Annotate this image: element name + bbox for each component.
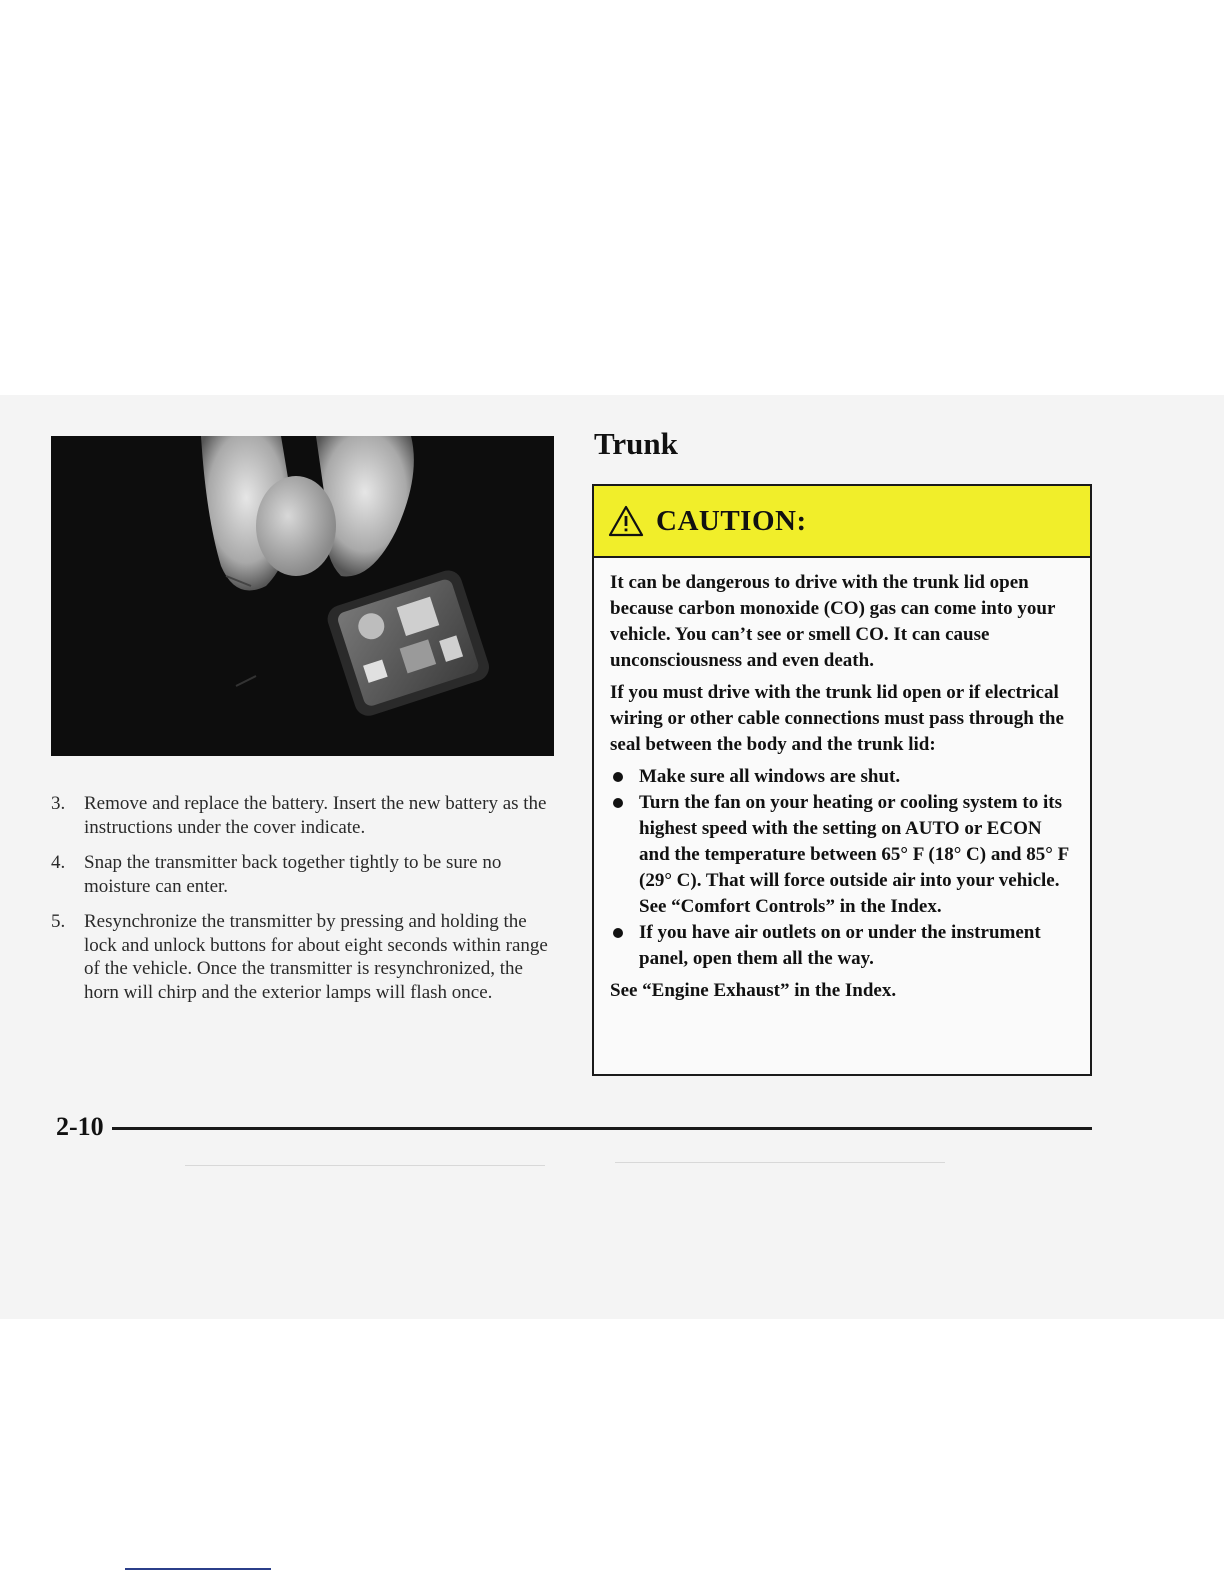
bullet-icon bbox=[613, 928, 623, 938]
instruction-steps bbox=[51, 792, 561, 1016]
caution-bullet-list bbox=[610, 764, 1076, 972]
caution-bullet-item bbox=[610, 764, 1076, 790]
scan-artifact-line bbox=[615, 1162, 945, 1163]
step-item bbox=[51, 851, 561, 898]
bullet-icon bbox=[613, 772, 623, 782]
photo-illustration bbox=[51, 436, 554, 756]
page-number: 2-10 bbox=[56, 1112, 104, 1141]
step-number: 4. bbox=[51, 852, 66, 873]
caution-bullet-text: If you have air outlets on or under the instrument panel, open them all the way. bbox=[639, 922, 1041, 969]
section-title: Trunk bbox=[594, 426, 678, 461]
caution-bullet-text: Turn the fan on your heating or cooling system to its highest speed with the setting on AUTO or ECON and the temperature between 65° F (18° C) and 85° F (29° C). That will force outside air into your vehicle. See “Comfort Controls” in the Index. bbox=[639, 792, 1069, 917]
step-text: Remove and replace the battery. Insert the new battery as the instructions under the cover indicate. bbox=[84, 793, 547, 838]
bottom-edge-mark bbox=[125, 1568, 271, 1570]
caution-paragraph: It can be dangerous to drive with the trunk lid open because carbon monoxide (CO) gas can come into your vehicle. You can’t see or smell CO. It can cause unconsciousness and even death. bbox=[610, 572, 1056, 671]
caution-body bbox=[594, 558, 1090, 1004]
scan-artifact-line bbox=[185, 1165, 545, 1166]
step-text: Resynchronize the transmitter by pressing and holding the lock and unlock buttons for about eight seconds within range of the vehicle. Once the transmitter is resynchronized, the horn will chirp and the exterior lamps will flash once. bbox=[84, 911, 548, 1003]
caution-bullet-item bbox=[610, 920, 1076, 972]
cross-reference: See “Engine Exhaust” in the Index. bbox=[610, 980, 897, 1001]
caution-box bbox=[592, 484, 1092, 1076]
step-item bbox=[51, 910, 561, 1004]
caution-bullet-item bbox=[610, 790, 1076, 920]
caution-label: CAUTION: bbox=[656, 504, 807, 537]
caution-bullet-text: Make sure all windows are shut. bbox=[639, 766, 901, 787]
step-number: 3. bbox=[51, 793, 66, 814]
caution-paragraph: If you must drive with the trunk lid open or if electrical wiring or other cable connections must pass through the seal between the body and the trunk lid: bbox=[610, 682, 1064, 755]
bullet-icon bbox=[613, 798, 623, 808]
step-item bbox=[51, 792, 561, 839]
step-text: Snap the transmitter back together tightly to be sure no moisture can enter. bbox=[84, 852, 502, 897]
battery-replacement-photo bbox=[51, 436, 554, 756]
footer-rule bbox=[112, 1127, 1092, 1130]
warning-triangle-icon bbox=[608, 505, 644, 537]
caution-header bbox=[594, 486, 1090, 558]
step-number: 5. bbox=[51, 911, 66, 932]
